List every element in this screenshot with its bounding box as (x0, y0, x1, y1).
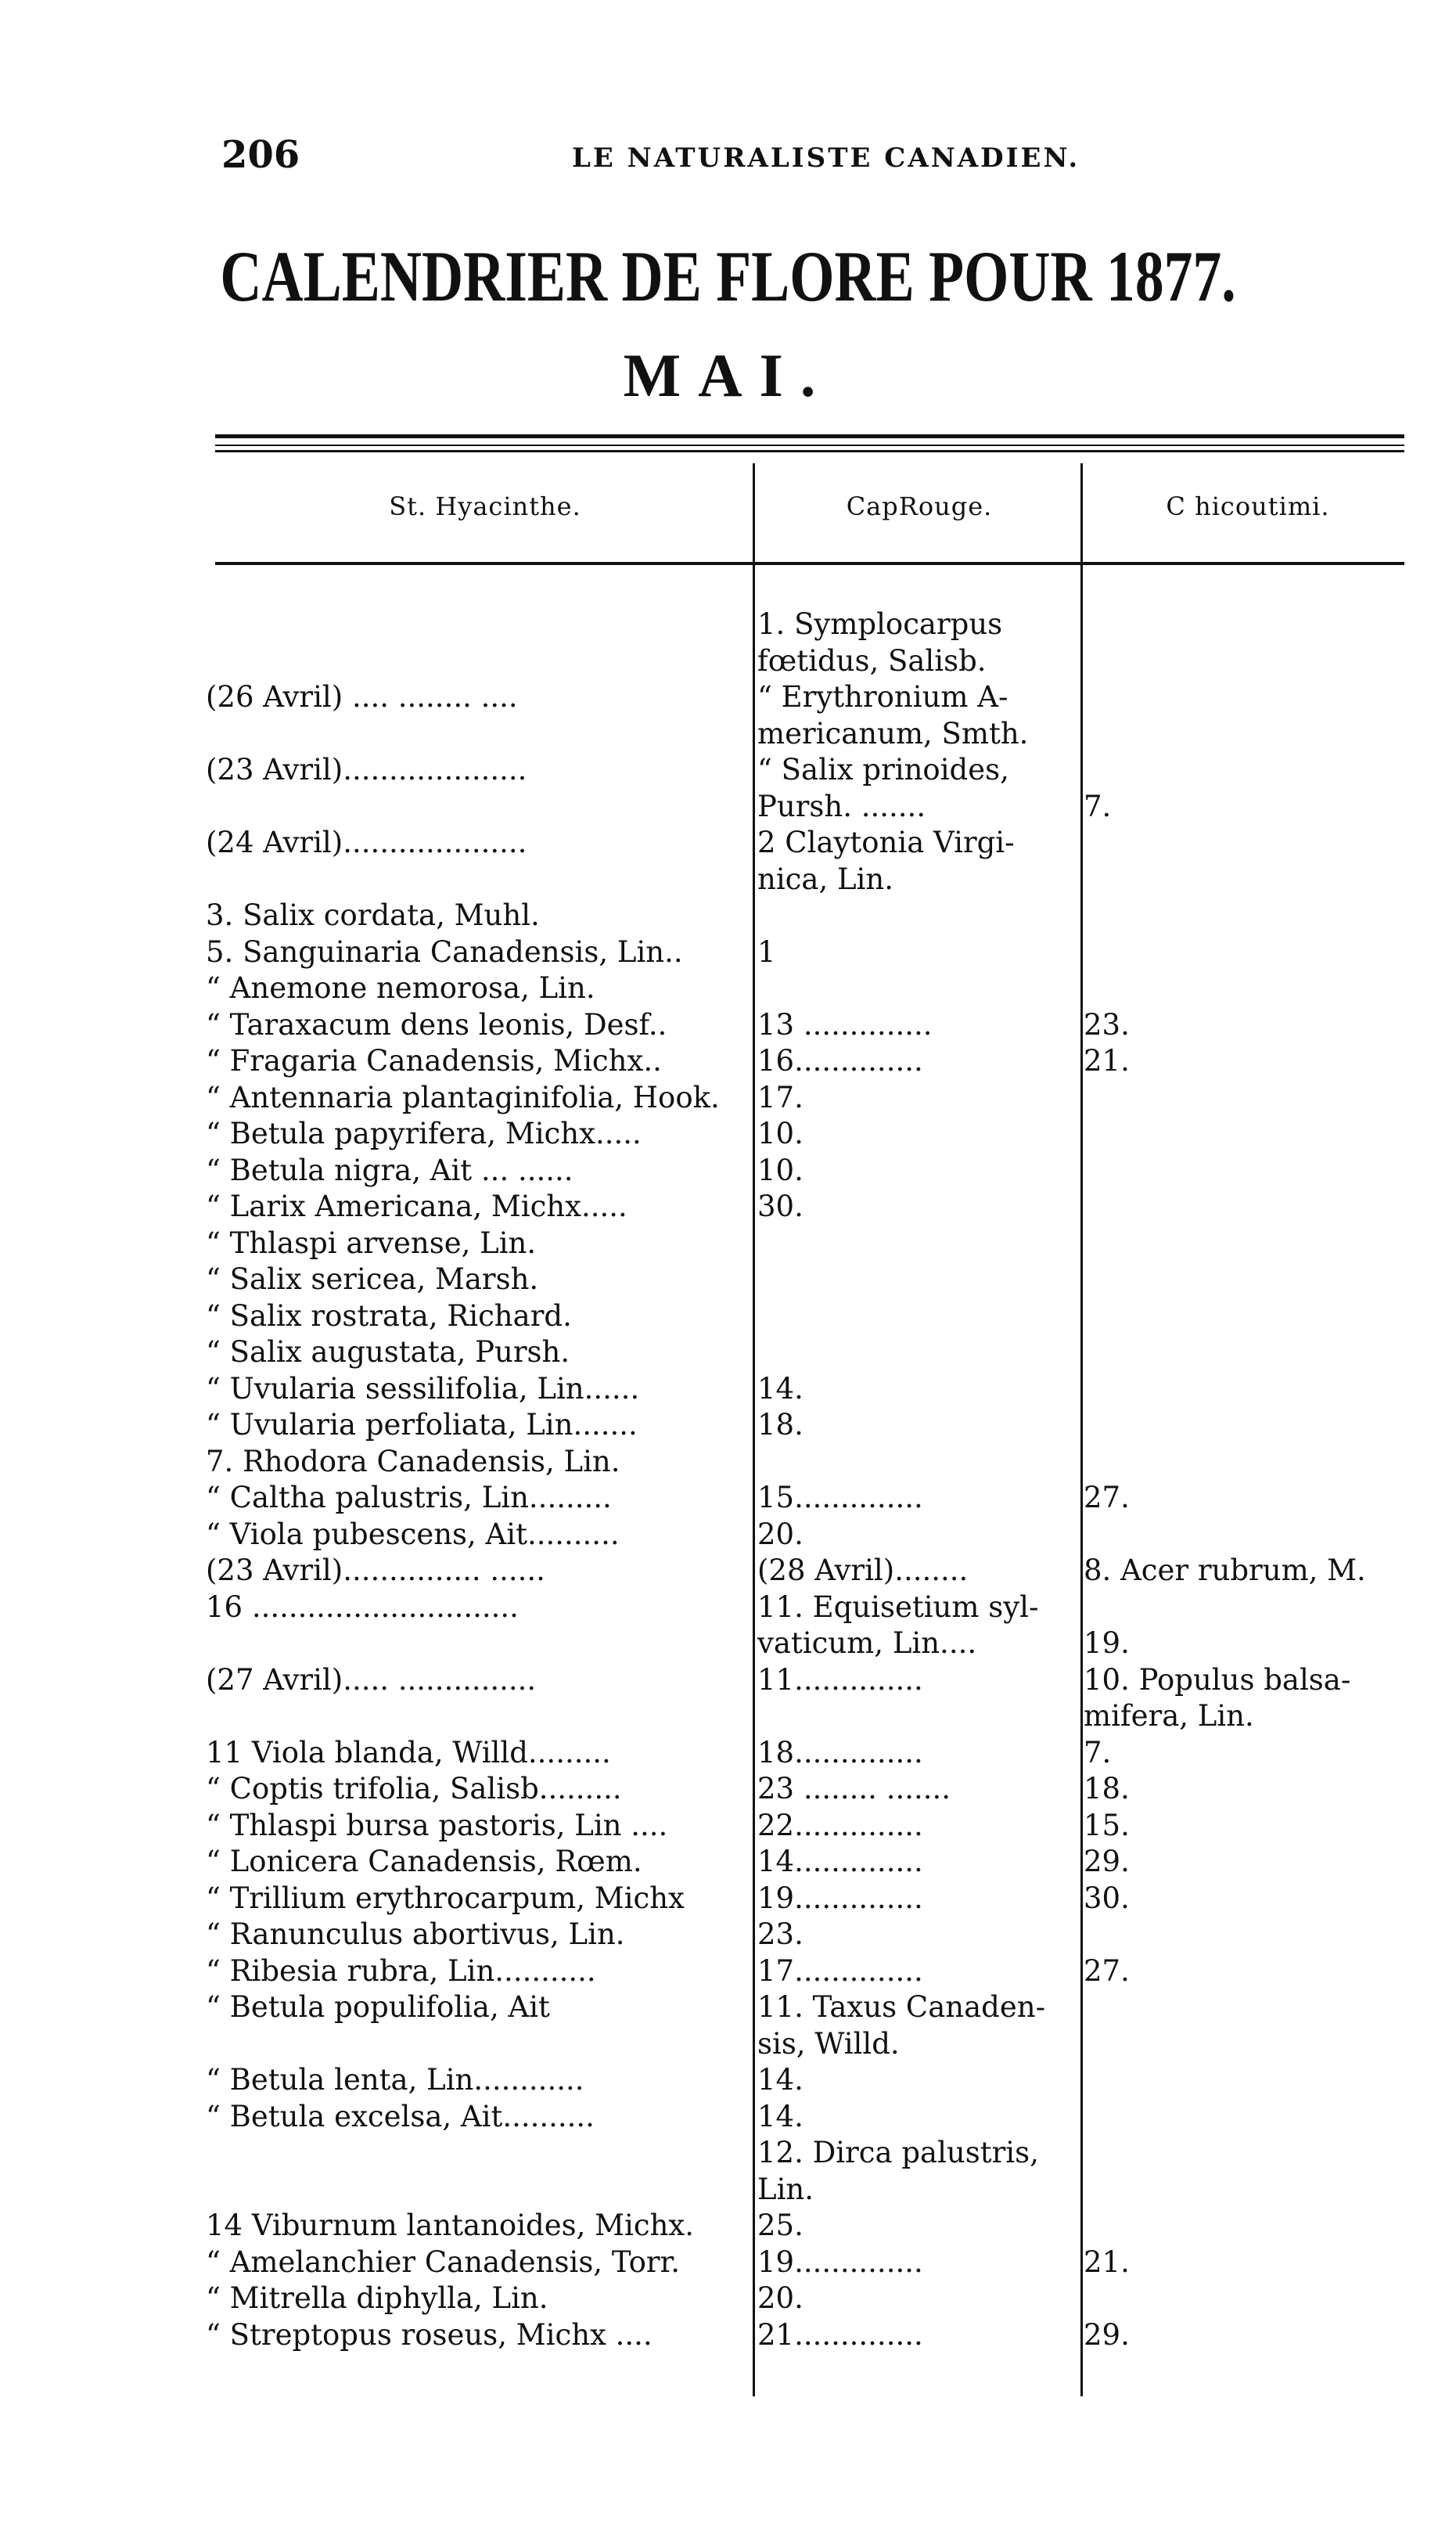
page-title: CALENDRIER DE FLORE POUR 1877. (220, 236, 1236, 316)
table-cell-c1: “ Taraxacum dens leonis, Desf.. (206, 1007, 667, 1042)
page-number: 206 (221, 133, 300, 177)
table-cell-c3: 21. (1084, 1044, 1130, 1078)
table-cell-c1: “ Betula nigra, Ait ... ...... (206, 1153, 573, 1187)
table-cell-c3: mifera, Lin. (1084, 1699, 1254, 1733)
table-cell-c2: vaticum, Lin.... (757, 1626, 977, 1660)
running-title: LE NATURALISTE CANADIEN. (572, 142, 1080, 174)
table-cell-c1: “ Ranunculus abortivus, Lin. (206, 1917, 625, 1951)
top-rule-bottom (215, 450, 1404, 452)
table-cell-c2: 17. (757, 1080, 803, 1114)
table-cell-c2: 14. (757, 1371, 803, 1406)
table-cell-c3: 27. (1084, 1481, 1130, 1514)
table-cell-c1: “ Streptopus roseus, Michx .... (206, 2317, 653, 2352)
table-cell-c1: “ Salix rostrata, Richard. (206, 1298, 572, 1333)
table-cell-c2: 11.............. (757, 1662, 923, 1697)
table-cell-c3: 10. Populus balsa- (1084, 1662, 1351, 1697)
table-cell-c1: “ Antennaria plantaginifolia, Hook. (206, 1080, 720, 1114)
table-cell-c1: “ Betula papyrifera, Michx..... (206, 1117, 642, 1150)
table-cell-c2: “ Salix prinoides, (757, 753, 1009, 787)
table-cell-c1: “ Coptis trifolia, Salisb......... (206, 1772, 622, 1805)
table-cell-c1: “ Thlaspi bursa pastoris, Lin .... (206, 1808, 668, 1842)
table-cell-c2: 23 ........ ....... (757, 1772, 951, 1805)
table-cell-c2: (28 Avril)........ (757, 1553, 969, 1587)
table-cell-c2: 1. Symplocarpus (757, 607, 1003, 641)
table-cell-c2: 17.............. (757, 1953, 923, 1988)
table-cell-c2: 11. Equisetium syl- (757, 1589, 1039, 1624)
table-cell-c2: 2 Claytonia Virgi- (757, 826, 1015, 859)
table-cell-c3: 27. (1084, 1953, 1130, 1988)
table-cell-c1: “ Larix Americana, Michx..... (206, 1190, 627, 1223)
table-cell-c2: 14.............. (757, 1845, 923, 1878)
table-cell-c3: 7. (1084, 1735, 1112, 1769)
month-title: MAI. (623, 341, 833, 409)
table-cell-c1: “ Caltha palustris, Lin......... (206, 1481, 612, 1514)
table-cell-c1: “ Lonicera Canadensis, Rœm. (206, 1845, 642, 1878)
table-cell-c3: 29. (1084, 2317, 1130, 2352)
table-cell-c2: nica, Lin. (757, 862, 893, 896)
table-cell-c2: Lin. (757, 2172, 814, 2206)
table-cell-c1: “ Fragaria Canadensis, Michx.. (206, 1044, 662, 1078)
table-cell-c2: “ Erythronium A- (757, 680, 1008, 714)
table-cell-c1: “ Viola pubescens, Ait.......... (206, 1517, 620, 1551)
table-cell-c1: (26 Avril) .... ........ .... (206, 680, 518, 714)
table-cell-c2: fœtidus, Salisb. (757, 643, 987, 678)
table-cell-c2: mericanum, Smth. (757, 716, 1029, 751)
table-cell-c2: 11. Taxus Canaden- (757, 1990, 1046, 2024)
table-cell-c2: 20. (757, 1517, 803, 1551)
table-cell-c1: 11 Viola blanda, Willd......... (206, 1735, 611, 1769)
table-cell-c2: 14. (757, 2063, 803, 2097)
table-cell-c1: (27 Avril)..... ............... (206, 1662, 537, 1697)
table-cell-c1: “ Uvularia perfoliata, Lin....... (206, 1408, 638, 1442)
table-cell-c1: “ Trillium erythrocarpum, Michx (206, 1881, 685, 1915)
table-cell-c3: 30. (1084, 1881, 1130, 1915)
table-cell-c2: 14. (757, 2099, 803, 2133)
table-cell-c1: 5. Sanguinaria Canadensis, Lin.. (206, 934, 683, 969)
table-cell-c1: (23 Avril).................... (206, 753, 527, 787)
column-divider-2 (1080, 463, 1083, 2396)
top-rule-thick (215, 434, 1404, 438)
table-cell-c3: 19. (1084, 1626, 1130, 1660)
table-cell-c2: 12. Dirca palustris, (757, 2136, 1039, 2169)
table-cell-c1: “ Amelanchier Canadensis, Torr. (206, 2245, 680, 2279)
table-cell-c3: 15. (1084, 1808, 1130, 1842)
table-cell-c1: “ Mitrella diphylla, Lin. (206, 2281, 548, 2315)
table-cell-c3: 18. (1084, 1772, 1130, 1805)
table-cell-c1: “ Betula populifolia, Ait (206, 1990, 550, 2024)
table-cell-c2: sis, Willd. (757, 2026, 900, 2061)
column-header-chicoutimi: C hicoutimi. (1166, 491, 1330, 521)
table-cell-c2: 16.............. (757, 1044, 923, 1078)
table-cell-c1: “ Anemone nemorosa, Lin. (206, 971, 595, 1005)
table-cell-c2: 21.............. (757, 2317, 923, 2352)
table-cell-c2: 10. (757, 1117, 803, 1150)
table-cell-c2: 23. (757, 1917, 803, 1951)
table-cell-c2: 19.............. (757, 1881, 923, 1915)
table-cell-c1: “ Salix sericea, Marsh. (206, 1262, 539, 1296)
table-cell-c2: 10. (757, 1153, 803, 1187)
table-cell-c2: Pursh. ....... (757, 789, 926, 823)
table-cell-c2: 15.............. (757, 1481, 923, 1514)
table-cell-c2: 1 (757, 934, 776, 969)
table-cell-c3: 8. Acer rubrum, M. (1084, 1553, 1366, 1587)
table-cell-c1: 3. Salix cordata, Muhl. (206, 898, 540, 932)
table-cell-c1: (23 Avril)............... ...... (206, 1553, 545, 1587)
table-cell-c1: “ Ribesia rubra, Lin........... (206, 1953, 596, 1988)
table-cell-c1: “ Betula lenta, Lin............ (206, 2063, 584, 2097)
table-cell-c2: 22.............. (757, 1808, 923, 1842)
table-cell-c2: 13 .............. (757, 1007, 933, 1042)
table-cell-c2: 18.............. (757, 1735, 923, 1769)
table-cell-c3: 23. (1084, 1007, 1130, 1042)
header-rule (215, 562, 1404, 565)
table-cell-c3: 29. (1084, 1845, 1130, 1878)
table-cell-c2: 19.............. (757, 2245, 923, 2279)
table-cell-c1: 14 Viburnum lantanoides, Michx. (206, 2209, 695, 2242)
top-rule-thin (215, 445, 1404, 446)
table-cell-c1: “ Thlaspi arvense, Lin. (206, 1226, 537, 1260)
table-cell-c1: 16 ............................. (206, 1589, 519, 1624)
table-cell-c1: “ Uvularia sessilifolia, Lin...... (206, 1371, 640, 1406)
table-cell-c1: (24 Avril).................... (206, 826, 527, 859)
column-header-st-hyacinthe: St. Hyacinthe. (389, 491, 581, 521)
table-cell-c2: 30. (757, 1190, 803, 1223)
table-cell-c1: “ Salix augustata, Pursh. (206, 1335, 570, 1369)
table-cell-c3: 21. (1084, 2245, 1130, 2279)
table-cell-c2: 18. (757, 1408, 803, 1442)
column-header-caprouge: CapRouge. (846, 491, 993, 521)
table-cell-c3: 7. (1084, 789, 1112, 823)
table-cell-c2: 25. (757, 2209, 803, 2242)
table-cell-c2: 20. (757, 2281, 803, 2315)
table-cell-c1: 7. Rhodora Canadensis, Lin. (206, 1444, 620, 1478)
table-cell-c1: “ Betula excelsa, Ait.......... (206, 2099, 595, 2133)
